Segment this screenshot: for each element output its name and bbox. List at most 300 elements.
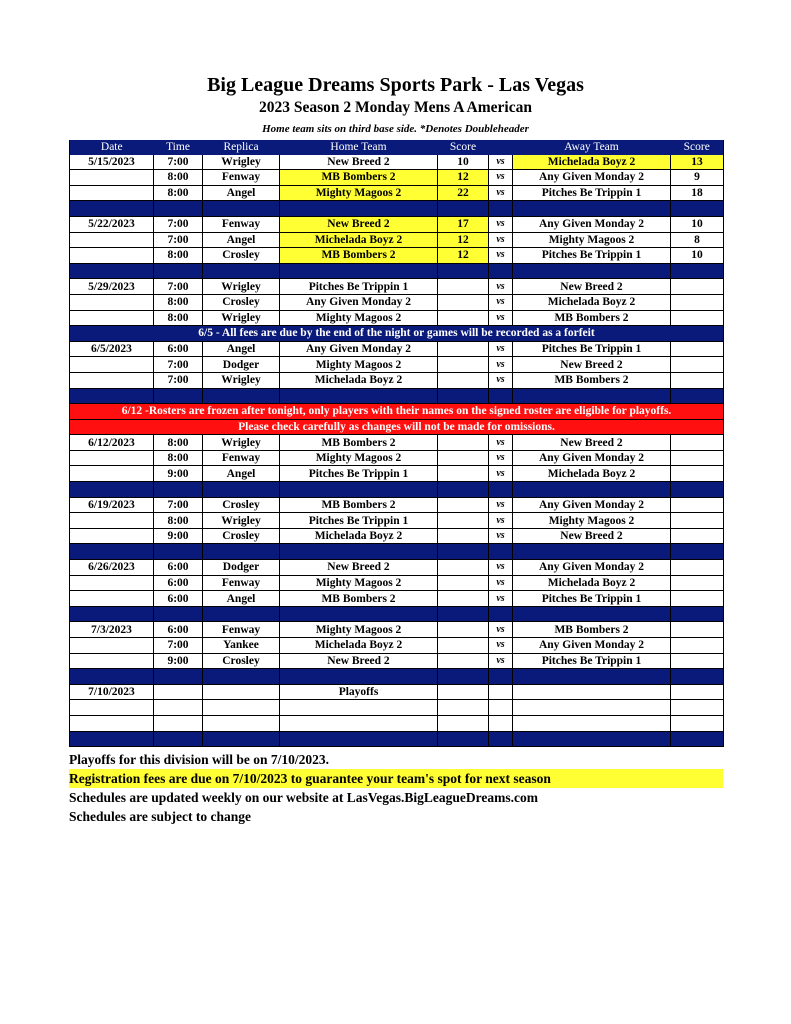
home-team-cell: MB Bombers 2 <box>280 591 438 607</box>
away-team-cell: MB Bombers 2 <box>513 622 671 638</box>
time-cell: 8:00 <box>154 513 203 529</box>
time-cell: 9:00 <box>154 528 203 544</box>
away-score-cell <box>671 450 724 466</box>
time-cell <box>154 684 203 700</box>
separator-cell <box>203 544 280 560</box>
game-row <box>70 513 724 529</box>
separator-cell <box>70 482 154 498</box>
separator-cell <box>154 482 203 498</box>
date-cell <box>70 653 154 669</box>
separator-cell <box>489 201 513 217</box>
game-row <box>70 700 724 716</box>
separator-cell <box>203 388 280 404</box>
game-row <box>70 248 724 264</box>
home-score-cell <box>438 575 489 591</box>
time-cell: 6:00 <box>154 575 203 591</box>
separator-cell <box>489 606 513 622</box>
replica-cell: Crosley <box>203 248 280 264</box>
game-row <box>70 497 724 513</box>
registration-note: Registration fees are due on 7/10/2023 to guarantee your team's spot for next season <box>69 769 723 788</box>
away-team-cell: Michelada Boyz 2 <box>513 575 671 591</box>
home-score-cell <box>438 684 489 700</box>
time-cell: 9:00 <box>154 466 203 482</box>
away-score-cell <box>671 684 724 700</box>
home-score-cell: 10 <box>438 155 489 170</box>
away-team-cell: Any Given Monday 2 <box>513 170 671 186</box>
separator-cell <box>513 482 671 498</box>
away-score-cell <box>671 575 724 591</box>
home-team-cell: Any Given Monday 2 <box>280 341 438 357</box>
date-cell <box>70 575 154 591</box>
home-team-cell: Mighty Magoos 2 <box>280 185 438 201</box>
date-cell <box>70 528 154 544</box>
week-separator <box>70 731 724 747</box>
separator-cell <box>280 731 438 747</box>
vs-cell: vs <box>489 216 513 232</box>
vs-cell: vs <box>489 294 513 310</box>
change-note: Schedules are subject to change <box>69 809 251 824</box>
home-team-cell <box>280 700 438 716</box>
away-team-cell <box>513 700 671 716</box>
away-team-cell: Michelada Boyz 2 <box>513 466 671 482</box>
replica-cell: Angel <box>203 466 280 482</box>
replica-cell <box>203 715 280 731</box>
vs-cell: vs <box>489 185 513 201</box>
replica-cell: Wrigley <box>203 279 280 295</box>
separator-cell <box>203 606 280 622</box>
away-team-cell: New Breed 2 <box>513 435 671 451</box>
separator-cell <box>203 731 280 747</box>
home-score-cell <box>438 466 489 482</box>
away-team-cell: MB Bombers 2 <box>513 310 671 326</box>
replica-cell: Fenway <box>203 575 280 591</box>
notice-text: 6/12 -Rosters are frozen after tonight, only players with their names on the signed roster are eligible for playoffs. <box>70 404 724 420</box>
away-score-cell: 9 <box>671 170 724 186</box>
replica-cell: Fenway <box>203 170 280 186</box>
home-team-cell: New Breed 2 <box>280 216 438 232</box>
separator-cell <box>438 263 489 279</box>
vs-cell: vs <box>489 279 513 295</box>
date-cell <box>70 185 154 201</box>
replica-cell: Angel <box>203 232 280 248</box>
replica-cell <box>203 700 280 716</box>
time-cell: 7:00 <box>154 155 203 170</box>
game-row <box>70 155 724 170</box>
game-row <box>70 715 724 731</box>
separator-cell <box>438 669 489 685</box>
separator-cell <box>671 482 724 498</box>
separator-cell <box>203 201 280 217</box>
time-cell: 7:00 <box>154 216 203 232</box>
playoffs-note: Playoffs for this division will be on 7/10/2023. <box>69 752 330 767</box>
game-row <box>70 450 724 466</box>
replica-cell <box>203 684 280 700</box>
vs-cell: vs <box>489 513 513 529</box>
away-team-cell: Mighty Magoos 2 <box>513 513 671 529</box>
game-row <box>70 466 724 482</box>
date-cell <box>70 638 154 654</box>
away-team-cell: Michelada Boyz 2 <box>513 294 671 310</box>
vs-cell: vs <box>489 310 513 326</box>
away-team-cell: Pitches Be Trippin 1 <box>513 341 671 357</box>
col-vs <box>489 140 513 155</box>
replica-cell: Crosley <box>203 294 280 310</box>
game-row <box>70 357 724 373</box>
away-score-cell <box>671 279 724 295</box>
separator-cell <box>280 544 438 560</box>
home-score-cell <box>438 310 489 326</box>
separator-cell <box>70 731 154 747</box>
home-score-cell: 12 <box>438 248 489 264</box>
vs-cell: vs <box>489 248 513 264</box>
home-score-cell <box>438 700 489 716</box>
game-row <box>70 170 724 186</box>
time-cell: 8:00 <box>154 435 203 451</box>
replica-cell: Fenway <box>203 450 280 466</box>
game-row <box>70 341 724 357</box>
home-team-cell: New Breed 2 <box>280 155 438 170</box>
home-score-cell <box>438 279 489 295</box>
replica-cell: Angel <box>203 185 280 201</box>
time-cell: 6:00 <box>154 591 203 607</box>
time-cell: 6:00 <box>154 341 203 357</box>
vs-cell: vs <box>489 528 513 544</box>
separator-cell <box>70 263 154 279</box>
game-row <box>70 684 724 700</box>
home-team-cell: MB Bombers 2 <box>280 497 438 513</box>
game-row <box>70 653 724 669</box>
home-score-cell <box>438 357 489 373</box>
date-cell <box>70 715 154 731</box>
col-away-score: Score <box>671 140 724 155</box>
home-score-cell <box>438 497 489 513</box>
date-cell <box>70 372 154 388</box>
home-score-cell <box>438 528 489 544</box>
separator-cell <box>489 544 513 560</box>
time-cell: 7:00 <box>154 279 203 295</box>
game-row <box>70 232 724 248</box>
away-team-cell: Any Given Monday 2 <box>513 638 671 654</box>
col-replica: Replica <box>203 140 280 155</box>
separator-cell <box>438 606 489 622</box>
home-team-cell: MB Bombers 2 <box>280 170 438 186</box>
game-row <box>70 622 724 638</box>
time-cell <box>154 715 203 731</box>
home-score-cell <box>438 341 489 357</box>
away-team-cell <box>513 684 671 700</box>
away-team-cell: New Breed 2 <box>513 528 671 544</box>
time-cell: 7:00 <box>154 372 203 388</box>
home-score-cell: 12 <box>438 232 489 248</box>
away-score-cell: 10 <box>671 248 724 264</box>
separator-cell <box>489 388 513 404</box>
separator-cell <box>671 263 724 279</box>
away-score-cell <box>671 591 724 607</box>
separator-cell <box>438 482 489 498</box>
replica-cell: Angel <box>203 591 280 607</box>
away-score-cell <box>671 653 724 669</box>
time-cell: 6:00 <box>154 560 203 576</box>
away-score-cell <box>671 497 724 513</box>
date-cell <box>70 357 154 373</box>
replica-cell: Fenway <box>203 216 280 232</box>
separator-cell <box>513 606 671 622</box>
home-score-cell <box>438 435 489 451</box>
game-row <box>70 591 724 607</box>
separator-cell <box>438 731 489 747</box>
date-cell <box>70 700 154 716</box>
roster-notice-row <box>70 419 724 435</box>
separator-cell <box>154 731 203 747</box>
separator-cell <box>489 482 513 498</box>
separator-cell <box>70 669 154 685</box>
away-score-cell <box>671 560 724 576</box>
away-score-cell <box>671 622 724 638</box>
vs-cell: vs <box>489 341 513 357</box>
time-cell: 7:00 <box>154 638 203 654</box>
notice-text: 6/5 - All fees are due by the end of the night or games will be recorded as a forfeit <box>70 326 724 342</box>
game-row <box>70 185 724 201</box>
home-score-cell <box>438 653 489 669</box>
separator-cell <box>489 263 513 279</box>
date-cell: 6/12/2023 <box>70 435 154 451</box>
time-cell: 8:00 <box>154 170 203 186</box>
col-away-team: Away Team <box>513 140 671 155</box>
vs-cell: vs <box>489 653 513 669</box>
date-cell <box>70 294 154 310</box>
col-home-team: Home Team <box>280 140 438 155</box>
away-team-cell: Any Given Monday 2 <box>513 497 671 513</box>
vs-cell: vs <box>489 435 513 451</box>
date-cell: 5/22/2023 <box>70 216 154 232</box>
away-team-cell: Any Given Monday 2 <box>513 216 671 232</box>
date-cell: 7/3/2023 <box>70 622 154 638</box>
separator-cell <box>513 388 671 404</box>
separator-cell <box>489 731 513 747</box>
separator-cell <box>513 201 671 217</box>
page-subtitle: 2023 Season 2 Monday Mens A American <box>259 99 532 116</box>
home-team-cell: Mighty Magoos 2 <box>280 622 438 638</box>
week-separator <box>70 669 724 685</box>
date-cell <box>70 513 154 529</box>
separator-cell <box>70 606 154 622</box>
date-cell <box>70 232 154 248</box>
away-score-cell <box>671 372 724 388</box>
vs-cell <box>489 715 513 731</box>
replica-cell: Wrigley <box>203 372 280 388</box>
away-team-cell: Pitches Be Trippin 1 <box>513 653 671 669</box>
separator-cell <box>154 263 203 279</box>
replica-cell: Yankee <box>203 638 280 654</box>
away-score-cell: 13 <box>671 155 724 170</box>
separator-cell <box>70 544 154 560</box>
time-cell: 8:00 <box>154 185 203 201</box>
vs-cell <box>489 700 513 716</box>
game-row <box>70 638 724 654</box>
separator-cell <box>671 606 724 622</box>
home-score-cell <box>438 560 489 576</box>
fee-notice-row <box>70 326 724 342</box>
away-score-cell <box>671 715 724 731</box>
game-row <box>70 294 724 310</box>
game-row <box>70 560 724 576</box>
away-score-cell <box>671 528 724 544</box>
separator-cell <box>671 669 724 685</box>
home-score-cell <box>438 513 489 529</box>
separator-cell <box>671 544 724 560</box>
time-cell: 8:00 <box>154 294 203 310</box>
date-cell: 6/5/2023 <box>70 341 154 357</box>
vs-cell: vs <box>489 638 513 654</box>
vs-cell: vs <box>489 357 513 373</box>
separator-cell <box>203 669 280 685</box>
home-score-cell <box>438 638 489 654</box>
separator-cell <box>154 201 203 217</box>
away-score-cell <box>671 466 724 482</box>
away-team-cell: New Breed 2 <box>513 357 671 373</box>
away-team-cell: Mighty Magoos 2 <box>513 232 671 248</box>
replica-cell: Angel <box>203 341 280 357</box>
website-note: Schedules are updated weekly on our website at LasVegas.BigLeagueDreams.com <box>69 790 539 805</box>
header-row <box>70 140 724 155</box>
week-separator <box>70 482 724 498</box>
away-team-cell: Pitches Be Trippin 1 <box>513 591 671 607</box>
home-score-cell <box>438 372 489 388</box>
away-team-cell: Any Given Monday 2 <box>513 560 671 576</box>
vs-cell: vs <box>489 575 513 591</box>
separator-cell <box>671 388 724 404</box>
replica-cell: Wrigley <box>203 513 280 529</box>
date-cell <box>70 466 154 482</box>
separator-cell <box>280 388 438 404</box>
date-cell: 6/19/2023 <box>70 497 154 513</box>
col-date: Date <box>70 140 154 155</box>
away-score-cell <box>671 638 724 654</box>
home-team-cell: MB Bombers 2 <box>280 435 438 451</box>
game-row <box>70 372 724 388</box>
separator-cell <box>489 669 513 685</box>
replica-cell: Wrigley <box>203 310 280 326</box>
vs-cell: vs <box>489 622 513 638</box>
separator-cell <box>280 201 438 217</box>
separator-cell <box>671 731 724 747</box>
home-team-cell: Michelada Boyz 2 <box>280 528 438 544</box>
time-cell: 8:00 <box>154 310 203 326</box>
away-score-cell <box>671 700 724 716</box>
separator-cell <box>280 482 438 498</box>
home-score-cell <box>438 294 489 310</box>
home-team-cell: Mighty Magoos 2 <box>280 357 438 373</box>
away-team-cell: Michelada Boyz 2 <box>513 155 671 170</box>
time-cell: 8:00 <box>154 450 203 466</box>
home-score-cell: 12 <box>438 170 489 186</box>
separator-cell <box>154 544 203 560</box>
time-cell: 8:00 <box>154 248 203 264</box>
col-home-score: Score <box>438 140 489 155</box>
vs-cell: vs <box>489 497 513 513</box>
away-team-cell: Any Given Monday 2 <box>513 450 671 466</box>
date-cell <box>70 450 154 466</box>
separator-cell <box>203 263 280 279</box>
week-separator <box>70 544 724 560</box>
home-team-cell: Any Given Monday 2 <box>280 294 438 310</box>
home-team-note: Home team sits on third base side. *Denotes Doubleheader <box>262 123 529 135</box>
vs-cell: vs <box>489 372 513 388</box>
schedule-body <box>70 155 724 747</box>
home-team-cell: Pitches Be Trippin 1 <box>280 513 438 529</box>
home-score-cell <box>438 450 489 466</box>
replica-cell: Crosley <box>203 497 280 513</box>
away-score-cell <box>671 310 724 326</box>
separator-cell <box>513 263 671 279</box>
vs-cell <box>489 684 513 700</box>
date-cell: 6/26/2023 <box>70 560 154 576</box>
replica-cell: Dodger <box>203 357 280 373</box>
away-team-cell <box>513 715 671 731</box>
away-team-cell: MB Bombers 2 <box>513 372 671 388</box>
home-team-cell: New Breed 2 <box>280 560 438 576</box>
time-cell <box>154 700 203 716</box>
week-separator <box>70 388 724 404</box>
date-cell <box>70 248 154 264</box>
home-team-cell: Pitches Be Trippin 1 <box>280 466 438 482</box>
home-team-cell: Mighty Magoos 2 <box>280 575 438 591</box>
away-score-cell: 18 <box>671 185 724 201</box>
replica-cell: Fenway <box>203 622 280 638</box>
away-score-cell <box>671 513 724 529</box>
separator-cell <box>280 669 438 685</box>
replica-cell: Wrigley <box>203 155 280 170</box>
week-separator <box>70 201 724 217</box>
home-team-cell <box>280 715 438 731</box>
separator-cell <box>154 669 203 685</box>
replica-cell: Dodger <box>203 560 280 576</box>
separator-cell <box>280 263 438 279</box>
separator-cell <box>154 388 203 404</box>
game-row <box>70 435 724 451</box>
vs-cell: vs <box>489 450 513 466</box>
separator-cell <box>438 388 489 404</box>
vs-cell: vs <box>489 560 513 576</box>
schedule-table <box>69 140 724 747</box>
away-score-cell <box>671 435 724 451</box>
week-separator <box>70 263 724 279</box>
vs-cell: vs <box>489 170 513 186</box>
replica-cell: Crosley <box>203 528 280 544</box>
home-score-cell <box>438 715 489 731</box>
away-team-cell: New Breed 2 <box>513 279 671 295</box>
game-row <box>70 279 724 295</box>
page-title: Big League Dreams Sports Park - Las Vegas <box>207 74 584 96</box>
game-row <box>70 575 724 591</box>
separator-cell <box>513 544 671 560</box>
separator-cell <box>438 201 489 217</box>
separator-cell <box>203 482 280 498</box>
replica-cell: Crosley <box>203 653 280 669</box>
date-cell: 5/15/2023 <box>70 155 154 170</box>
week-separator <box>70 606 724 622</box>
date-cell: 7/10/2023 <box>70 684 154 700</box>
separator-cell <box>671 201 724 217</box>
vs-cell: vs <box>489 232 513 248</box>
separator-cell <box>513 669 671 685</box>
vs-cell: vs <box>489 591 513 607</box>
time-cell: 7:00 <box>154 232 203 248</box>
date-cell <box>70 170 154 186</box>
time-cell: 9:00 <box>154 653 203 669</box>
time-cell: 7:00 <box>154 357 203 373</box>
separator-cell <box>70 201 154 217</box>
